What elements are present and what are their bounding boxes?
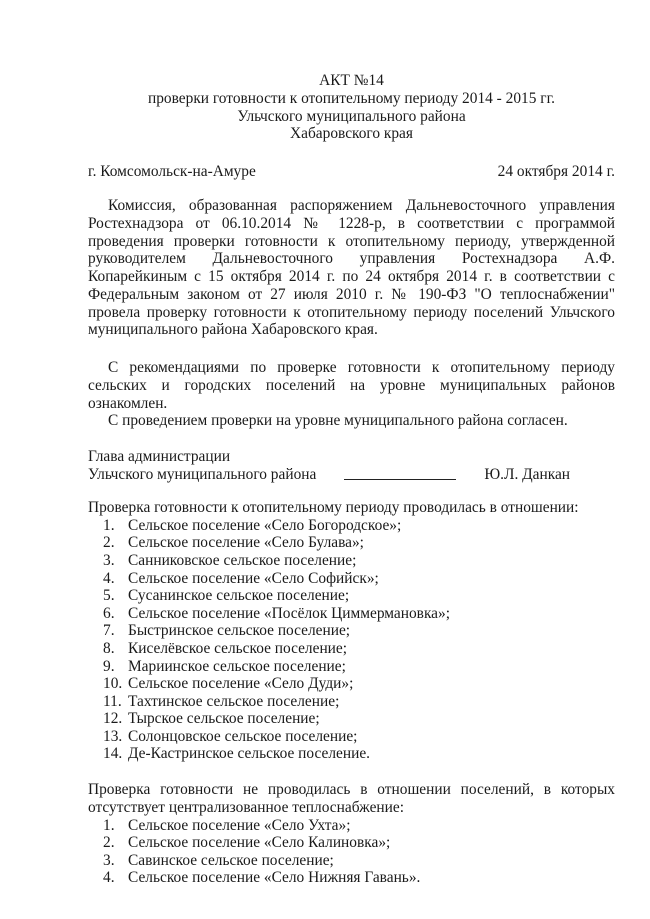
list-number: 1. (103, 516, 115, 534)
list-text: Сельское поселение «Село Калиновка»; (128, 834, 391, 852)
signature-line (344, 466, 456, 480)
document-subtitle: проверки готовности к отопительному периоду 2014 - 2015 гг. (147, 89, 556, 107)
list-number: 2. (103, 834, 115, 852)
list-number: 9. (103, 657, 115, 675)
list-item (88, 869, 615, 887)
list-text: Санниковское сельское поселение; (128, 551, 357, 569)
list-item (88, 622, 615, 640)
list-item (88, 745, 615, 763)
list-text: Сельское поселение «Село Дуди»; (128, 675, 354, 693)
list-number: 10. (103, 675, 123, 693)
checked-section (88, 499, 615, 763)
list-text: Киселёвское сельское поселение; (128, 639, 348, 657)
paragraph-recommendations (88, 359, 615, 430)
list-text: Тырское сельское поселение; (128, 710, 320, 728)
place-date-row (88, 163, 615, 181)
paragraph-commission (88, 197, 615, 339)
list-number: 1. (103, 816, 115, 834)
list-text: Быстринское сельское поселение; (128, 622, 351, 640)
list-text: Де-Кастринское сельское поселение. (128, 745, 371, 763)
unchecked-intro: отсутствует централизованное теплоснабжение: (88, 798, 404, 816)
list-number: 13. (103, 727, 123, 745)
list-number: 6. (103, 604, 115, 622)
list-number: 5. (103, 587, 115, 605)
text-line: Ростехнадзора от 06.10.2014 № 1228-р, в соответствии с программой (88, 214, 615, 232)
signature-block (88, 448, 615, 484)
unchecked-list (88, 817, 615, 887)
text-line: руководителем Дальневосточного управления Ростехнадзора А.Ф. (88, 250, 615, 268)
list-number: 14. (103, 745, 123, 763)
list-text: Сельское поселение «Село Нижняя Гавань». (128, 869, 421, 887)
list-text: Солонцовское сельское поселение; (128, 727, 358, 745)
checked-list (88, 517, 615, 763)
list-number: 3. (103, 551, 115, 569)
text-line: ознакомлен. (88, 394, 168, 412)
text-line: Копарейкиным с 15 октября 2014 г. по 24 октября 2014 г. в соответствии с (88, 268, 615, 285)
list-text: Сусанинское сельское поселение; (128, 587, 350, 605)
list-item (88, 710, 615, 728)
list-number: 4. (103, 869, 115, 887)
list-item (88, 728, 615, 746)
text-line: Комиссия, образованная распоряжением Дальневосточного управления (108, 197, 615, 214)
place: г. Комсомольск-на-Амуре (88, 163, 256, 180)
list-text: Тахтинское сельское поселение; (128, 692, 340, 710)
list-number: 8. (103, 639, 115, 657)
list-number: 7. (103, 622, 115, 640)
text-line: сельских и городских поселений на уровне муниципальных районов (88, 376, 615, 394)
list-text: Сельское поселение «Село Булава»; (128, 534, 364, 552)
signatory-name: Ю.Л. Данкан (484, 465, 571, 483)
list-item (88, 658, 615, 676)
text-line: муниципального района Хабаровского края. (88, 321, 378, 339)
list-item (88, 605, 615, 623)
list-text: Сельское поселение «Село Софийск»; (128, 569, 379, 587)
text-line: проведения проверки готовности к отопительному периоду, утвержденной (88, 232, 615, 250)
date: 24 октября 2014 г. (497, 163, 615, 180)
unchecked-intro: Проверка готовности не проводилась в отношении поселений, в которых (88, 781, 615, 798)
list-item (88, 640, 615, 658)
document-subtitle: Хабаровского края (290, 125, 413, 143)
list-text: Сельское поселение «Село Ухта»; (128, 816, 351, 834)
list-number: 12. (103, 710, 123, 728)
list-text: Савинское сельское поселение; (128, 851, 334, 869)
list-item (88, 517, 615, 535)
text-line: Федеральным законом от 27 июля 2010 г. № 190-ФЗ "О теплоснабжении" (88, 285, 615, 303)
list-text: Сельское поселение «Село Богородское»; (128, 516, 402, 534)
list-number: 4. (103, 569, 115, 587)
checked-intro: Проверка готовности к отопительному периоду проводилась в отношении: (88, 499, 579, 516)
list-item (88, 534, 615, 552)
document-title: АКТ №14 (319, 72, 384, 89)
list-item (88, 852, 615, 870)
list-item (88, 693, 615, 711)
signature-position: Ульчского муниципального района (88, 465, 317, 483)
list-item (88, 834, 615, 852)
unchecked-section (88, 781, 615, 887)
list-text: Сельское поселение «Посёлок Циммермановка»; (128, 604, 450, 622)
text-line: провела проверку готовности к отопительному периоду поселений Ульчского (88, 303, 615, 321)
text-line: С рекомендациями по проверке готовности к отопительному периоду (108, 359, 615, 376)
text-line: С проведением проверки на уровне муниципального района согласен. (108, 412, 568, 430)
list-number: 11. (103, 692, 122, 710)
list-number: 2. (103, 534, 115, 552)
list-item (88, 817, 615, 835)
list-item (88, 675, 615, 693)
list-number: 3. (103, 851, 115, 869)
list-item (88, 570, 615, 588)
list-text: Мариинское сельское поселение; (128, 657, 346, 675)
document-header (88, 72, 615, 143)
signature-position: Глава администрации (88, 448, 231, 465)
document-subtitle: Ульчского муниципального района (237, 107, 466, 125)
list-item (88, 552, 615, 570)
list-item (88, 587, 615, 605)
